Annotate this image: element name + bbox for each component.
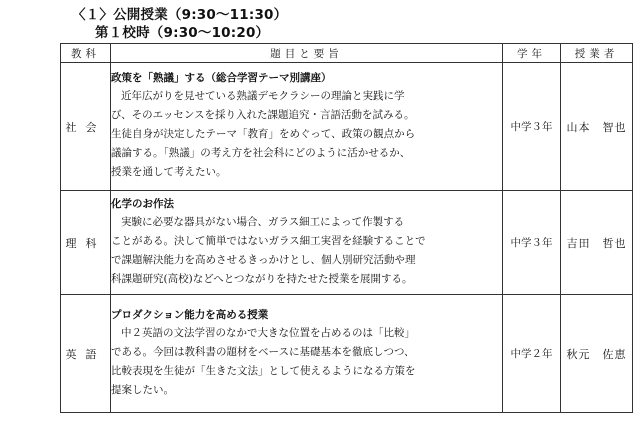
row-grade: 中学２年 bbox=[503, 295, 561, 413]
summary-line: 中２英語の文法学習のなかで大きな位置を占めるのは「比較」 bbox=[121, 326, 415, 339]
period-heading: 第１校時（9:30〜10:20） bbox=[95, 25, 270, 41]
summary-line: 実験に必要な器具がない場合、ガラス細工によって作製する bbox=[121, 215, 405, 228]
summary-line: 近年広がりを見せている熟議デモクラシーの理論と実践に学 bbox=[121, 90, 405, 102]
row-teacher: 山本 智也 bbox=[561, 63, 633, 191]
summary-line: び、そのエッセンスを採り入れた課題追究・言語活動を試みる。 bbox=[111, 109, 415, 121]
header-subject: 教科 bbox=[61, 44, 111, 63]
lesson-title: プロダクション能力を高める授業 bbox=[111, 308, 269, 321]
header-topic: 題目と要旨 bbox=[111, 44, 503, 63]
summary-line: 科課題研究(高校)などへとつながりを持たせた授業を展開する。 bbox=[111, 272, 413, 285]
summary-line: である。今回は教科書の題材をベースに基礎基本を徹底しつつ、 bbox=[111, 345, 415, 358]
lesson-title: 化学のお作法 bbox=[111, 197, 174, 210]
section-heading: 〈１〉公開授業（9:30〜11:30） bbox=[72, 7, 288, 23]
row-subject: 英語 bbox=[61, 295, 111, 413]
lesson-title: 政策を「熟議」する（総合学習テーマ別講座） bbox=[111, 72, 332, 84]
summary-line: 授業を通して考えたい。 bbox=[111, 166, 227, 178]
open-class-schedule-table bbox=[60, 43, 633, 413]
row-grade: 中学３年 bbox=[503, 191, 561, 295]
summary-line: ことがある。決して簡単ではないガラス細工実習を経験することで bbox=[111, 234, 426, 247]
summary-line: 提案したい。 bbox=[111, 383, 174, 396]
row-teacher: 吉田 哲也 bbox=[561, 191, 633, 295]
summary-line: で課題解決能力を高めさせるきっかけとし、個人別研究活動や理 bbox=[111, 253, 416, 266]
table-row bbox=[61, 63, 633, 191]
header-grade: 学年 bbox=[503, 44, 561, 63]
row-content bbox=[111, 63, 503, 191]
row-subject: 社会 bbox=[61, 63, 111, 191]
lesson-summary bbox=[111, 87, 502, 182]
row-grade: 中学３年 bbox=[503, 63, 561, 191]
row-content bbox=[111, 295, 503, 413]
summary-line: 比較表現を生徒が「生きた文法」として使えるようになる方策を bbox=[111, 364, 416, 377]
row-content bbox=[111, 191, 503, 295]
table-row bbox=[61, 295, 633, 413]
row-teacher: 秋元 佐恵 bbox=[561, 295, 633, 413]
table-row bbox=[61, 191, 633, 295]
lesson-summary bbox=[111, 324, 502, 400]
summary-line: 議論する。「熟議」の考え方を社会科にどのように活かせるか、 bbox=[111, 147, 411, 159]
summary-line: 生徒自身が決定したテーマ「教育」をめぐって、政策の観点から bbox=[111, 128, 416, 140]
table-header-row bbox=[61, 44, 633, 63]
header-teacher: 授業者 bbox=[561, 44, 633, 63]
lesson-summary bbox=[111, 213, 502, 289]
row-subject: 理科 bbox=[61, 191, 111, 295]
